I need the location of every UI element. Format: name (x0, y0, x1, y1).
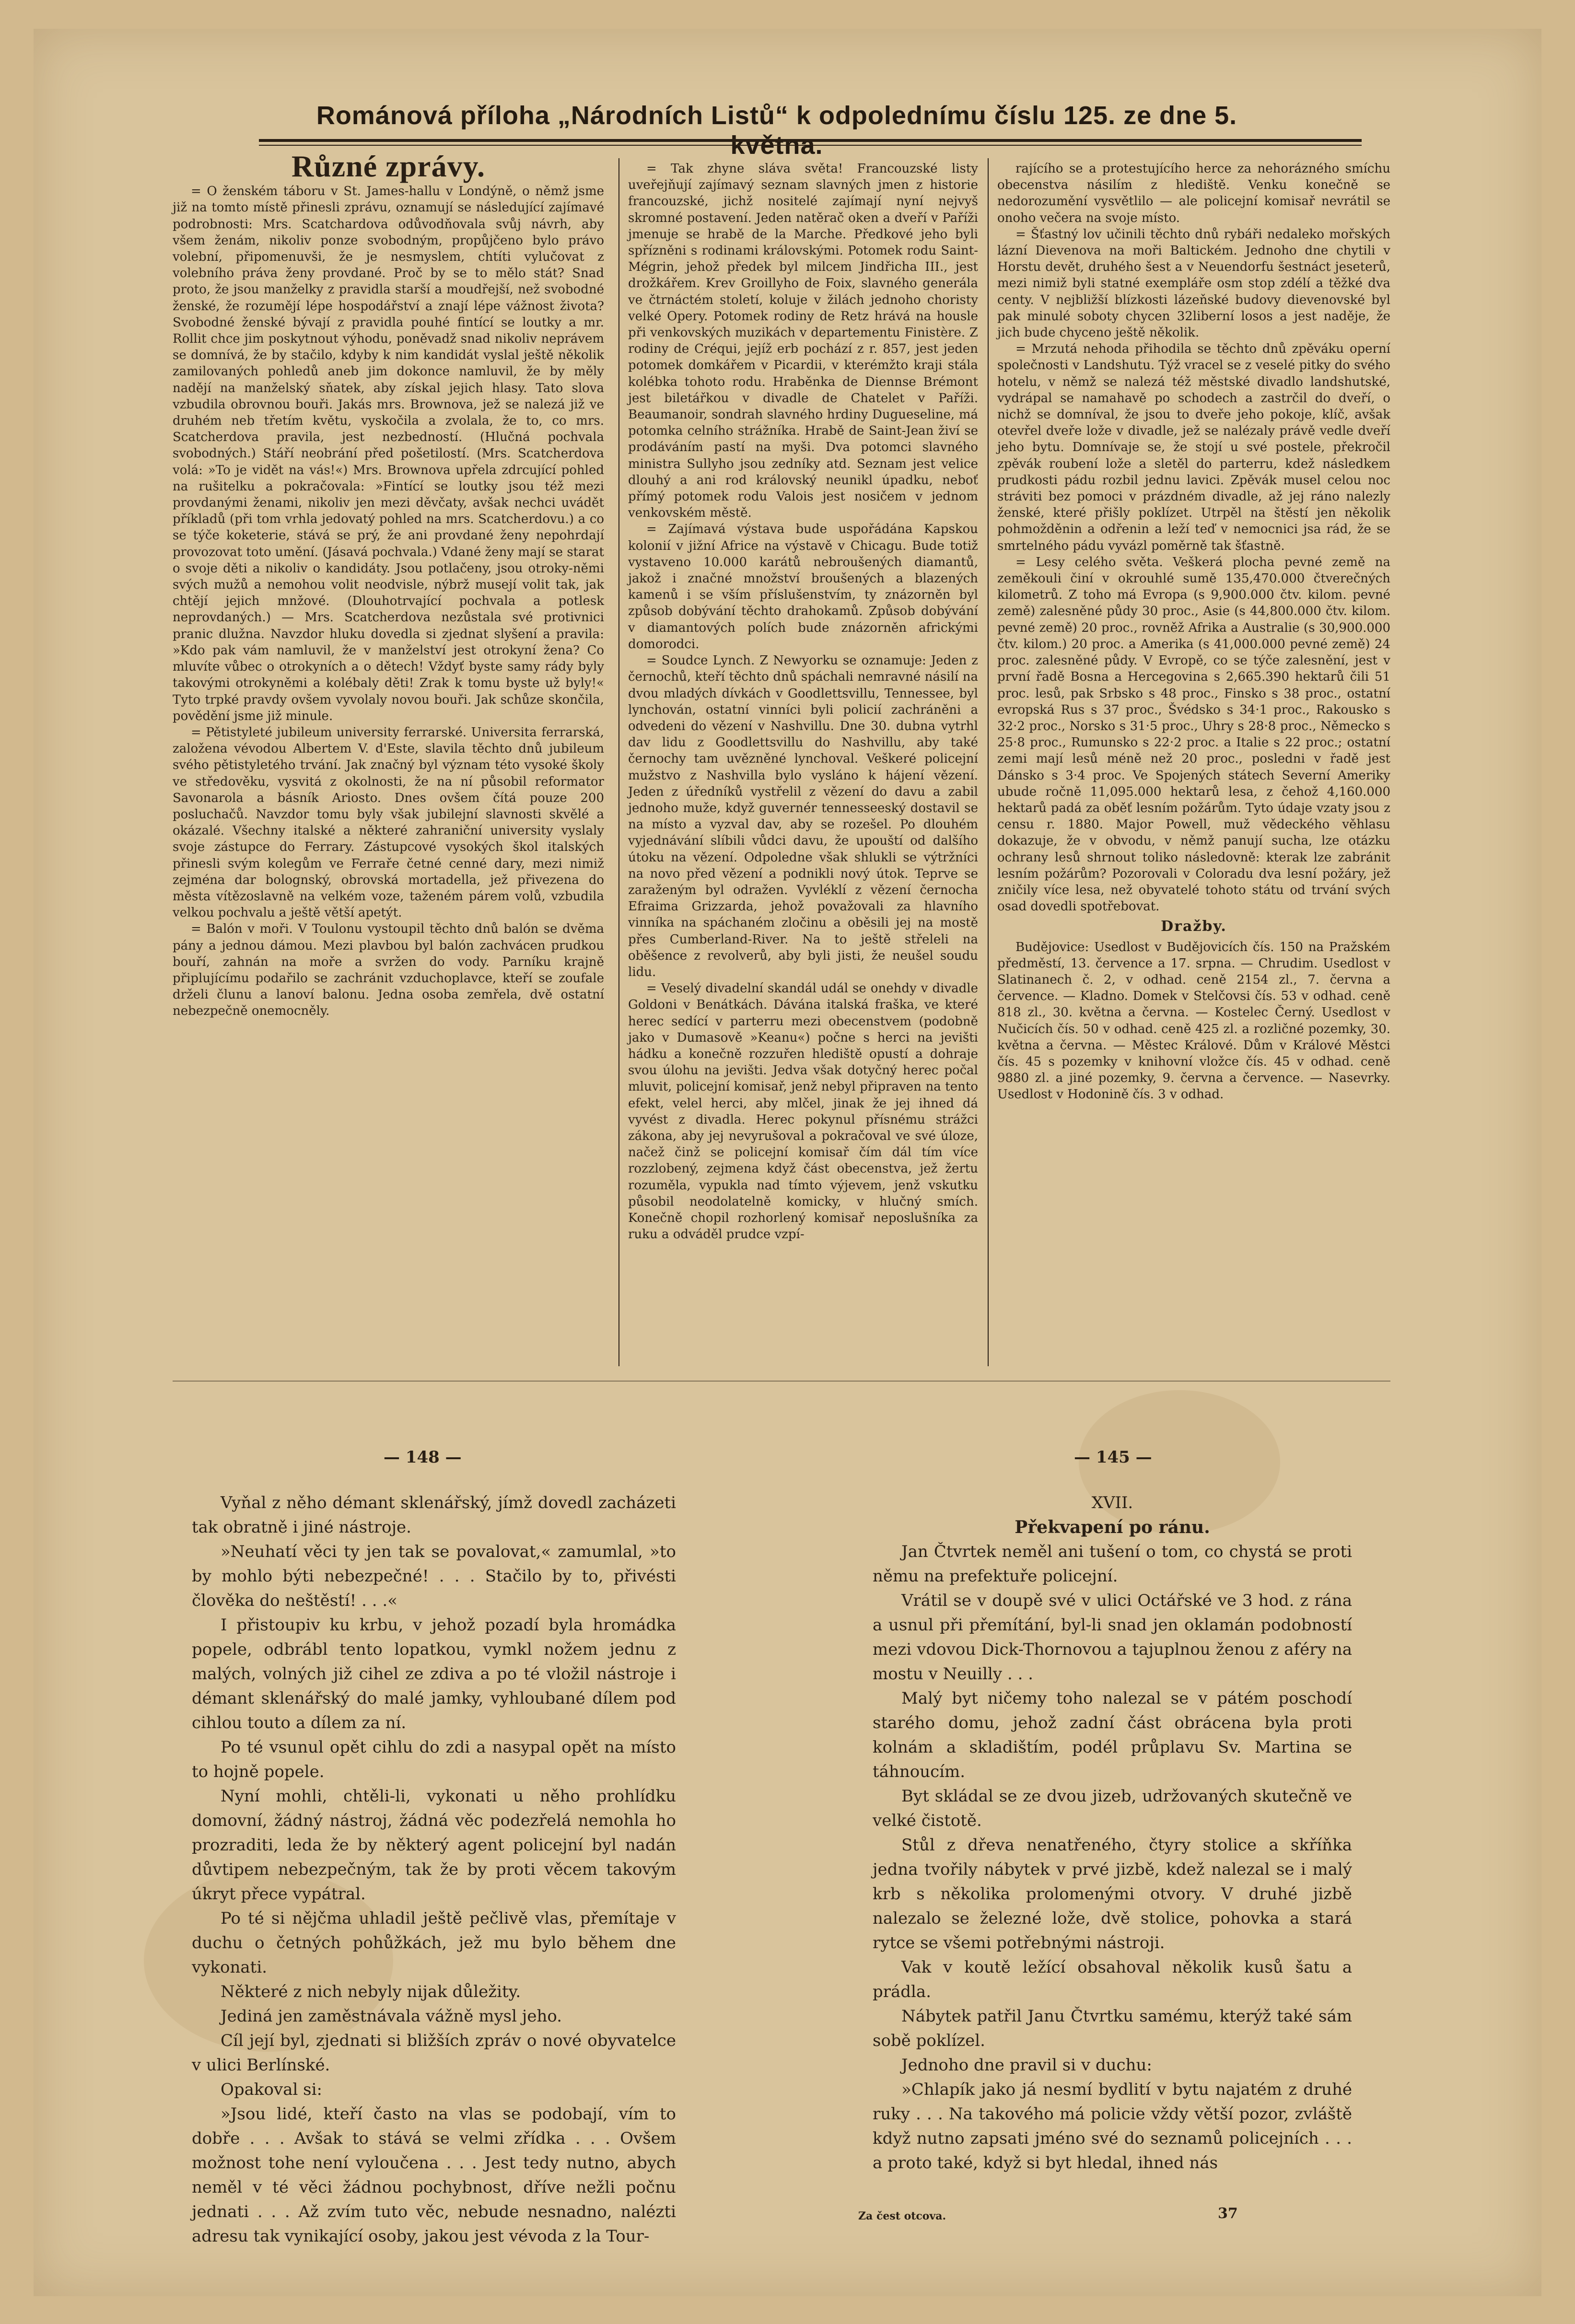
column-2 (628, 161, 978, 1369)
novel-paragraph: Nyní mohli, chtěli-li, vykonati u něho prohlídku domovní, žádný nástroj, žádná věc podezřelá nemohla ho prozraditi, leda že by některý agent policejní byl nadán důvtipem nebezpečným, tak že by proti věcem takovým úkryt přece vypátral. (192, 1787, 676, 1904)
news-item: = Balón v moři. V Toulonu vystoupil těchto dnů balón se dvěma pány a jednou dámou. Mezi plavbou byl balón zachvácen prudkou bouří, zahnán na moře a svržen do vody. Parníku krajně připlujícímu podařilo se zachránit vzduchoplavce, kteří se zoufale drželi člunu a lanoví balonu. Jedna osoba zemřela, dvě ostatní nebezpečně onemocněly. (173, 922, 604, 1019)
news-item: = Šťastný lov učinili těchto dnů rybáři nedaleko mořských lázní Dievenova na moři Baltickém. Jednoho dne chytili v Horstu devět, druhého šest a v Neuendorfu šestnáct jeseterů, mezi nimiž byli statné exempláře osm stop zdélí a těžké dva centy. V nejbližší blízkosti lázeňské budovy dievenovské byl pak minulé soboty chycen 32liberní losos a jest naděje, že jich bude chyceno ještě několik. (997, 227, 1390, 340)
news-item: = Pětistyleté jubileum university ferrarské. Universita ferrarská, založena vévodou Albertem V. d'Este, slavila těchto dnů jubileum svého pětistyletého trvání. Jak značný byl význam této vysoké školy ve středověku, vysvitá z okolnosti, že na ní působil reformator Savonarola a básník Ariosto. Dnes ovšem čítá pouze 200 posluchačů. Navzdor tomu byly však jubilejní slavnosti skvělé a okázalé. Všechny italské a některé zahraniční university vyslaly svoje zástupce do Ferrary. Zástupcové vysokých škol italských přinesli svým kolegům ve Ferraře četné cenné dary, mezi nimiž zejména dar bolognský, obrovská mortadella, jež přivezena do města vítězoslavně na velkém voze, taženém párem volů, vzbudila velkou pochvalu a ještě větší apetýt. (173, 725, 604, 920)
novel-paragraph: Opakoval si: (221, 2080, 322, 2099)
news-item: rajícího se a protestujícího herce za nehorázného smíchu obecenstva násilím z hlediště. Venku konečně se nedorozumění vysvětlilo — ale policejní komisař nevrátil se onoho večera na svoje místo. (997, 162, 1390, 225)
page-number-right: — 145 — (1074, 1448, 1152, 1467)
novel-paragraph: Malý byt ničemy toho nalezal se v pátém poschodí starého domu, jehož zadní část obrácena byla proti kolnám a skladištím, podél průplavu Sv. Martina se táhnoucím. (873, 1689, 1352, 1781)
masthead-rule (259, 139, 1362, 142)
novel-paragraph: Stůl z dřeva nenatřeného, čtyry stolice a skříňka jedna tvořily nábytek v prvé jizbě, kdež nalezal se i malý krb s několika prolomenými otvory. V druhé jizbě nalezalo se železné lože, dvě stolice, pohovka a stará rytce se všemi potřebnými nástroji. (873, 1836, 1352, 1952)
auctions-heading: Dražby. (1161, 918, 1227, 935)
novel-paragraph: Jednoho dne pravil si v duchu: (901, 2056, 1152, 2075)
footer-title: Za čest otcova. (858, 2210, 946, 2222)
column-divider (988, 158, 989, 1366)
novel-paragraph: »Chlapík jako já nesmí bydlití v bytu najatém z druhé ruky . . . Na takového má policie vždy větší pozor, zvláště když nutno zapsati jméno své do seznamů policejních . . . a proto také, když si byt hledal, ihned nás (873, 2080, 1352, 2173)
novel-paragraph: Po té si nějčma uhladil ještě pečlivě vlas, přemítaje v duchu o četných pohůžkách, jež mu bylo během dne vykonati. (192, 1909, 676, 1977)
novel-page-right (873, 1491, 1352, 2196)
novel-paragraph: »Jsou lidé, kteří často na vlas se podobají, vím to dobře . . . Avšak to stává se velmi zřídka . . . Ovšem možnost tohe není vyloučena . . . Jest tedy nutno, abych neměl v té věci žádnou pochybnost, dříve nežli počnu jednati . . . Až zvím tuto věc, nebude nesnadno, nalézti adresu tak vynikající osoby, jakou jest vévoda z la Tour- (192, 2104, 676, 2246)
novel-paragraph: Jan Čtvrtek neměl ani tušení o tom, co chystá se proti němu na prefektuře policejní. (873, 1542, 1352, 1586)
novel-paragraph: Vak v koutě ležící obsahoval několik kusů šatu a prádla. (873, 1958, 1352, 2001)
page-number-left: — 148 — (384, 1448, 462, 1467)
masthead: Románová příloha „Národních Listů“ k odpolednímu číslu 125. ze dne 5. (316, 101, 1237, 130)
footer-sheet-number: 37 (1218, 2205, 1238, 2222)
chapter-number: XVII. (1091, 1493, 1133, 1512)
novel-paragraph: Některé z nich nebyly nijak důležity. (221, 1982, 521, 2001)
novel-page-left (192, 1491, 676, 2246)
novel-paragraph: »Neuhatí věci ty jen tak se povalovat,« zamumlal, »to by mohlo býti nebezpečné! . . . Stačilo by to, přivésti člověka do neštěstí! . . .« (192, 1542, 676, 1610)
novel-paragraph: Cíl její byl, zjednati si bližších zpráv o nové obyvatelce v ulici Berlínské. (192, 2031, 676, 2075)
news-item: = O ženském táboru v St. James-hallu v Londýně, o němž jsme již na tomto místě přinesli zprávu, oznamují se následující zajímavé podrobnosti: Mrs. Scatchardova odůvodňovala svůj návrh, aby všem ženám, nikoliv ponze svobodným, propůjčeno bylo právo volební, připomenuvši, že je nesmyslem, chtíti vylučovat z volebního práva ženy provdané. Proč by se to mělo stát? Snad proto, že jsou manželky z pravidla starší a moudřejší, než svobodné ženské, že rozumějí lépe hospodářství a znají lépe vážnost života? Svobodné ženské bývají z pravidla pouhé fintící se loutky a mr. Rollit chce jim poskytnout výhodu, poněvadž snad nikoliv neprávem se domnívá, že by stačilo, kdyby k nim kandidát vyslal ještě několik zamilovaných pohledů aneb jim dokonce namluvil, že by měly nadějí na manželský sňatek, aby získal jejich hlasy. Tato slova vzbudila obrovnou bouři. Jakás mrs. Brownova, jež se nalezá již ve druhém neb třetím květu, vyskočila a zvolala, že to, co mrs. Scatcherdova pravila, jest nezbedností. (Hlučná pochvala svobodných.) Stáří neobrání před pošetilostí. (Mrs. Scatcherdova volá: »To je vidět na vás!«) Mrs. Brownova upřela zdrcující pohled na rušitelku a pokračovala: »Fintící se loutky jsou též mezi provdanými ženami, nikoliv jen mezi děvčaty, avšak nechci uvádět příkladů (při tom vrhla jedovatý pohled na mrs. Scatcherdovu.) a co se týče koketerie, stává se prý, že ani provdané ženy nepohrdají provozovat toto umění. (Jásavá pochvala.) Vdané ženy mají se starat o svoje děti a nikoliv o kandidáty. Jsou potlačeny, jsou otroky-němi svých mužů a nemohou volit neodvisle, nýbrž musejí volit tak, jak chtějí jejich mnžové. (Dlouhotrvající pochvala a potlesk neprovdaných.) — Mrs. Scatcherdova nezůstala své protivnici pranic dlužna. Navzdor hluku dovedla si zjednat slyšení a pravila: »Kdo pak vám namluvil, že v manželství jest otrokyní žena? Co mluvíte vůbec o otrokyních a o dětech! Vždyť byste samy rády byly takovými otrokyněmi a kolébaly děti! Zrak k tomu byste už byly!« Tyto trpké pravdy ovšem vyvolaly novou bouři. Jak schůze skončila, povědění jsme již minule. (173, 184, 604, 723)
masthead-rule-thin (259, 145, 1362, 146)
chapter-title: Překvapení po ránu. (1015, 1517, 1210, 1537)
novel-paragraph: Vrátil se v doupě své v ulici Octářské ve 3 hod. z rána a usnul při přemítání, byl-li snad jen oklamán podobností mezi vdovou Dick-Thornovou a tajuplnou ženou z aféry na mostu v Neuilly . . . (873, 1591, 1352, 1684)
novel-paragraph: Vyňal z něho démant sklenářský, jímž dovedl zacházeti tak obratně i jiné nástroje. (192, 1493, 676, 1537)
column-3 (997, 161, 1390, 1369)
news-item: = Tak zhyne sláva světa! Francouzské listy uveřejňují zajímavý seznam slavných jmen z historie francouzské, jichž nositelé zajímají nyní nejvyš skromné postavení. Jeden natěrač oken a dveří v Paříži jmenuje se hrabě de la Marche. Předkové jeho byli spřízněni s rodinami královskými. Potomek rodu Saint-Mégrin, jehož předek byl milcem Jindřicha III., jest drožkářem. Krev Groillyho de Foix, slavného generála ve čtrnáctém století, koluje v žilách jednoho choristy velké Opery. Potomek rodiny de Retz hrává na housle při venkovských muzikách v departementu Finistère. Z rodiny de Créqui, jejíž erb pochází z r. 857, jest jeden potomek domkářem v Picardii, v kterémžto kraji stála kolébka tohoto rodu. Hraběnka de Diennse Brémont jest biletářkou v divadle de Chatelet v Paříži. Beaumanoir, sondrah slavného hrdiny Dugueseline, má potomka celního strážníka. Hrabě de Saint-Jean živí se prodáváním pastí na myši. Dva potomci slavného ministra Sullyho jsou zedníky atd. Seznam jest velice dlouhý a ani rod královský neunikl úpadku, neboť přímý potomek rodu Valois jest nosičem v jednom venkovském městě. (628, 162, 978, 521)
section-heading: Různé zprávy. (291, 149, 486, 183)
column-divider (618, 158, 619, 1366)
novel-paragraph: I přistoupiv ku krbu, v jehož pozadí byla hromádka popele, odbrábl tento lopatkou, vymkl nožem jednu z malých, volných již cihel ze zdiva a po té vložil nástroje i démant sklenářský do malé jamky, vyhloubané dílem pod cihlou touto a dílem za ní. (192, 1615, 676, 1732)
column-1 (173, 149, 604, 1371)
novel-paragraph: Jediná jen zaměstnávala vážně mysl jeho. (221, 2007, 562, 2026)
novel-paragraph: Byt skládal se ze dvou jizeb, udržovaných skutečně ve velké čistotě. (873, 1787, 1352, 1830)
news-item: = Zajímavá výstava bude uspořádána Kapskou kolonií v jižní Africe na výstavě v Chicagu. Bude totiž vystaveno 10.000 karátů nebroušených diamantů, jakož i značné množství broušených a blazených kamenů i se vším příslušenstvím, ty znázorněn byl způsob dobývání těchto drahokamů. Způsob dobývání v diamantových polích bude znázorněn africkými domorodci. (628, 522, 978, 651)
auctions-text: Budějovice: Usedlost v Budějovicích čís. 150 na Pražském předměstí, 13. července a 17. srpna. — Chrudim. Usedlost v Slatinanech č. 2, v odhad. ceně 2154 zl., 7. června a července. — Kladno. Domek v Stelčovsi čís. 53 v odhad. ceně 818 zl., 30. května a června. — Kostelec Černý. Usedlost v Nučicích čís. 50 v odhad. ceně 425 zl. a rozličné pozemky, 30. května a června. — Městec Králové. Dům v Králové Městci čís. 45 s pozemky v knihovní vložce čís. 45 v odhad. ceně 9880 zl. a jiné pozemky, 9. června a července. — Nasevrky. Usedlost v Hodonině čís. 3 v odhad. (997, 940, 1390, 1102)
news-item: = Soudce Lynch. Z Newyorku se oznamuje: Jeden z černochů, kteří těchto dnů spáchali nemravné násilí na dvou mladých dívkách v Goodlettsvillu, Tennessee, byl lynchován, ostatní vinníci byli policií zachráněni a odvedeni do vězení v Nashvillu. Dne 30. dubna vytrhl dav lidu z Goodlettsvillu do Nashvillu, aby také černochy tam uvězněné lynchoval. Veškeré policejní mužstvo z Nashvilla bylo vysláno k hájení vězení. Jeden z úředníků vystřelil z vězení do davu a zabil jednoho muže, když guvernér tennesseeský dostavil se na místo a vyzval dav, aby se rozešel. Po dlouhém vyjednávání slíbili vůdci davu, že upouští od dalšího útoku na vězení. Odpoledne však shlukli se výtržníci na novo před vězení a podnikli nový útok. Teprve se zaraženým byl odražen. Vyvléklí z vězení černocha Efraima Grizzarda, jehož považovali za hlavního vinníka na spáchaném zločinu a oběsili jej na mostě přes Cumberland-River. Na to ještě střeleli na oběšence z revolverů, aby byli jisti, že neušel soudu lidu. (628, 653, 978, 979)
novel-paragraph: Po té vsunul opět cihlu do zdi a nasypal opět na místo to hojně popele. (192, 1738, 676, 1781)
fold-line (173, 1381, 1390, 1382)
news-item: = Lesy celého světa. Veškerá plocha pevné země na zeměkouli činí v okrouhlé sumě 135,470.000 čtverečných kilometrů. Z toho má Evropa (s 9,900.000 čtv. kilom. pevné země) zalesněné půdy 30 proc., Asie (s 44,800.000 čtv. kilom. pevné země) 20 proc., rovněž Afrika a Australie (s 30,900.000 čtv. kilom.) 20 proc. a Amerika (s 41,000.000 pevné země) 24 proc. zalesněné půdy. V Evropě, co se týče zalesnění, jest v první řadě Bosna a Hercegovina s 2,665.390 hektarů čili 51 proc. lesů, pak Srbsko s 48 proc., Finsko s 38 proc., ostatní evropská Rus s 37 proc., Švédsko s 34·1 proc., Rakousko s 32·2 proc., Norsko s 31·5 proc., Uhry s 28·8 proc., Německo s 25·8 proc., Rumunsko s 22·2 proc. a Italie s 22 proc.; ostatní zemi mají lesů méně než 20 proc., posledni v řadě jest Dánsko s 3·4 proc. Ve Spojených státech Severní Ameriky ubude ročně 11,095.000 hektarů lesa, z čehož 4,160.000 hektarů padá za oběť lesním požárům. Tyto údaje vzaty jsou z censu r. 1880. Major Powell, muž vědeckého věhlasu dokazuje, že v obvodu, v němž panují sucha, lze otázku ochrany lesů shrnout toliko následovně: kterak lze zabránit lesním požárům? Pozorovali v Coloradu dva lesní požáry, jež zničily více lesa, než obyvatelé tohoto státu od trvání svých osad dovedli spotřebovat. (997, 555, 1390, 914)
news-item: = Mrzutá nehoda přihodila se těchto dnů zpěváku operní společnosti v Landshutu. Týž vracel se z veselé pitky do svého hotelu, v němž se nalezá též městské divadlo landshutské, vydrápal se namahavě po schodech a zastrčil do dveří, o nichž se domníval, že jsou to dveře jeho pokoje, klíč, avšak otevřel dveře lože v divadle, jež se nalézaly právě vedle dveří jeho bytu. Domnívaje se, že stojí u své postele, překročil zpěvák roubení lože a sletěl do parterru, kdež následkem prudkosti pádu rozbil jednu lavici. Zpěvák musel celou noc stráviti bez pomoci v prázdném divadle, až jej ráno nalezly ženské, které přišly poklízet. Utrpěl na štěstí jen několik pohmožděnin a odřenin a leží teď v nemocnici jsa rád, že se smrtelného pádu vyvázl poměrně tak šťastně. (997, 342, 1390, 553)
news-item: = Veselý divadelní skandál udál se onehdy v divadle Goldoni v Benátkách. Dávána italská fraška, ve které herec sedící v parterru mezi obecenstvem (podobně jako v Dumasově »Keanu«) počne s herci na jevišti hádku a konečně rozzuřen hlediště opustí a dohraje svou úlohu na jevišti. Jedva však dotyčný herec počal mluvit, policejní komisař, jenž nebyl připraven na tento efekt, velel herci, aby mlčel, jinak že jej ihned dá vyvést z divadla. Herec pokynul přísnému strážci zákona, aby jej nevyrušoval a pokračoval ve své úloze, načež činž se policejní komisař čím dál tím více rozzlobený, zejmena když část obecenstva, jež žertu rozuměla, vypukla nad tímto výjevem, jenž vskutku působil neodolatelně komicky, v hlučný smích. Konečně chopil rozhorlený komisař neposlušníka za ruku a odváděl prudce vzpí- (628, 981, 978, 1242)
novel-paragraph: Nábytek patřil Janu Čtvrtku samému, kterýž také sám sobě poklízel. (873, 2007, 1352, 2050)
